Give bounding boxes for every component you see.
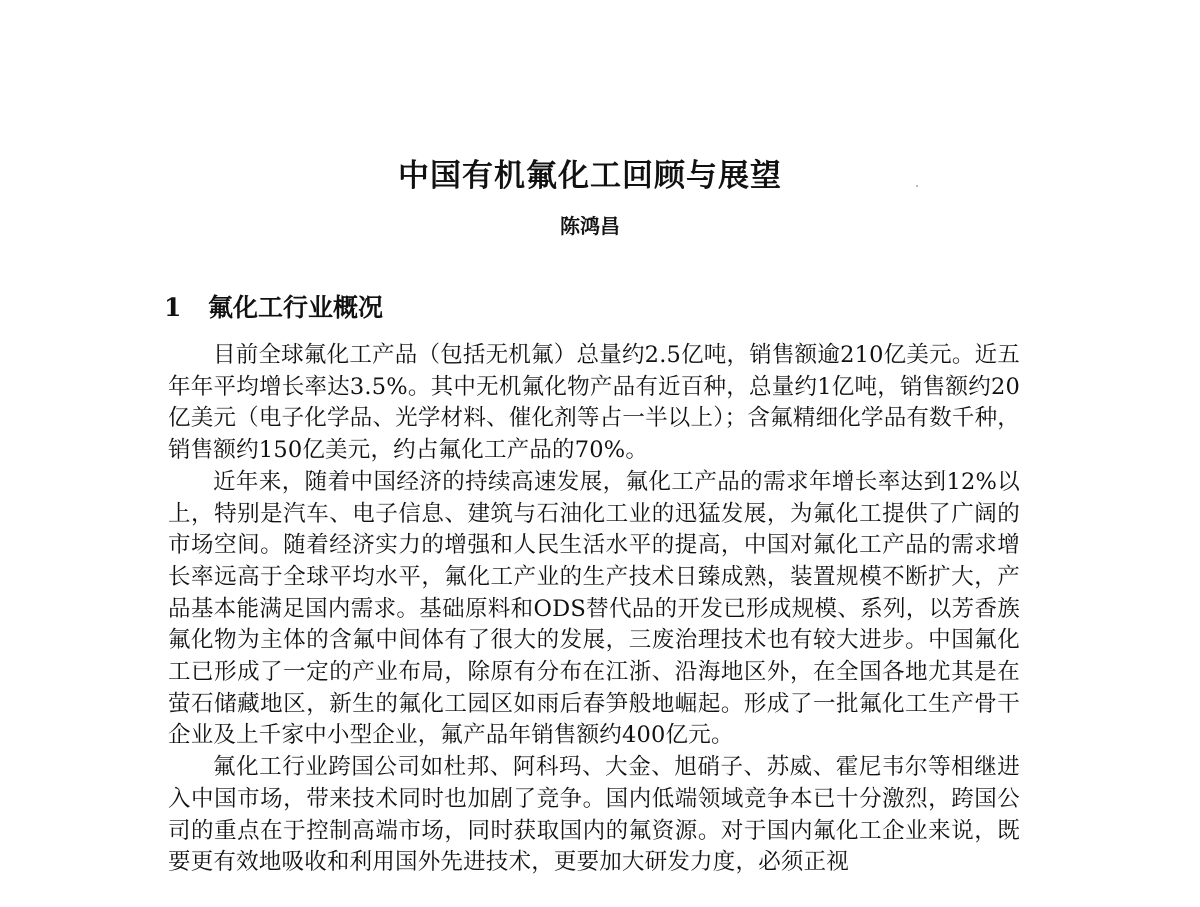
section-heading [164,288,383,328]
section-title: 氟化工行业概况 [208,293,384,322]
body-text [168,340,1020,879]
section-number: 1 [164,293,182,322]
article-title: 中国有机氟化工回顾与展望 [398,158,782,194]
paragraph-3: 氟化工行业跨国公司如杜邦、阿科玛、大金、旭硝子、苏威、霍尼韦尔等相继进入中国市场，带来技术同时也加剧了竞争。国内低端领域竞争本已十分激烈，跨国公司的重点在于控制高端市场，同时获取国内的氟资源。对于国内氟化工企业来说，既要更有效地吸收和利用国外先进技术，更要加大研发力度，必须正视 [168,754,1020,876]
article-author: 陈鸿昌 [560,214,620,238]
paragraph-2: 近年来，随着中国经济的持续高速发展，氟化工产品的需求年增长率达到12%以上，特别是汽车、电子信息、建筑与石油化工业的迅猛发展，为氟化工提供了广阔的市场空间。随着经济实力的增强和人民生活水平的提高，中国对氟化工产品的需求增长率远高于全球平均水平，氟化工产业的生产技术日臻成熟，装置规模不断扩大，产品基本能满足国内需求。基础原料和ODS替代品的开发已形成规模、系列，以芳香族氟化物为主体的含氟中间体有了很大的发展，三废治理技术也有较大进步。中国氟化工已形成了一定的产业布局，除原有分布在江浙、沿海地区外，在全国各地尤其是在萤石储藏地区，新生的氟化工园区如雨后春笋般地崛起。形成了一批氟化工生产骨干企业及上千家中小型企业，氟产品年销售额约400亿元。 [168,468,1020,749]
paragraph-1: 目前全球氟化工产品（包括无机氟）总量约2.5亿吨，销售额逾210亿美元。近五年年平均增长率达3.5%。其中无机氟化物产品有近百种，总量约1亿吨，销售额约20亿美元（电子化学品、光学材料、催化剂等占一半以上）；含氟精细化学品有数千种，销售额约150亿美元，约占氟化工产品的70%。 [168,342,1020,464]
